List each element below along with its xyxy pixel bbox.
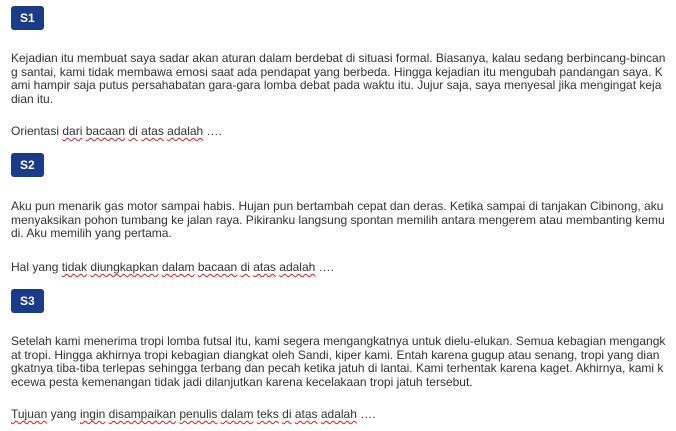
section-question: [11, 260, 334, 274]
section-s2: [11, 153, 666, 274]
spellcheck-word: bacaan: [85, 124, 126, 138]
spellcheck-word: adalah: [320, 407, 357, 421]
spellcheck-word: di: [282, 407, 292, 421]
spellcheck-word: disampaikan: [108, 407, 177, 421]
question-text: ….: [356, 407, 376, 421]
section-question: [11, 124, 222, 138]
question-text: Hal yang: [11, 260, 62, 274]
spellcheck-word: teks: [256, 407, 279, 421]
spellcheck-word: penulis: [179, 407, 218, 421]
section-paragraph: Setelah kami menerima tropi lomba futsal itu, kami segera mengangkatnya untuk dielu-elukan. Semua kebagian mengangkat tropi. Hingga akhirnya tropi kebagian diangkat oleh Sandi, kiper kami. Entah karena gugup atau senang, tropi yang diangkatnya tiba-tiba terlepas sehingga terbang dan pecah ketika jatuh di lantai. Kami terhentak karena kaget. Akhirnya, kami kecewa pesta kemenangan tidak jadi dilanjutkan karena kecelakaan tropi jatuh tersebut.: [11, 334, 666, 389]
section-badge: S2: [11, 153, 44, 177]
section-badge: S1: [11, 6, 44, 30]
spellcheck-word: dalam: [220, 407, 254, 421]
spellcheck-word: atas: [141, 124, 164, 138]
spellcheck-word: di: [128, 124, 138, 138]
question-text: Orientasi: [11, 124, 60, 138]
question-text: yang: [47, 407, 80, 421]
spellcheck-word: atas: [253, 260, 276, 274]
spellcheck-word: ingin: [79, 407, 106, 421]
spellcheck-word: diungkapkan: [90, 260, 159, 274]
spellcheck-word: tidak: [61, 260, 88, 274]
question-text: ….: [315, 260, 334, 274]
section-s3: [11, 289, 666, 421]
section-paragraph: Kejadian itu membuat saya sadar akan aturan dalam berdebat di situasi formal. Biasanya, kalau sedang berbincang-bincang santai, kami tidak membawa emosi saat ada pendapat yang berbeda. Hingga kejadian itu mengubah pandangan saya. Kami hampir saja putus persahabatan gara-gara lomba debat pada waktu itu. Jujur saja, saya menyesal jika mengingat kejadian itu.: [11, 51, 666, 106]
section-paragraph: Aku pun menarik gas motor sampai habis. Hujan pun bertambah cepat dan deras. Ketika sampai di tanjakan Cibinong, aku menyaksikan pohon tumbang ke jalan raya. Pikiranku langsung spontan memilih antara mengerem atau membanting kemudi. Aku memilih yang pertama.: [11, 199, 665, 240]
spellcheck-word: adalah: [167, 124, 204, 138]
section-s1: [11, 6, 666, 138]
spellcheck-word: adalah: [279, 260, 316, 274]
question-text: ….: [203, 124, 222, 138]
spellcheck-word: Tujuan: [11, 407, 48, 421]
section-question: [11, 407, 376, 421]
spellcheck-word: dari: [62, 124, 83, 138]
spellcheck-word: di: [240, 260, 250, 274]
spellcheck-word: atas: [294, 407, 318, 421]
section-badge: S3: [11, 289, 44, 313]
spellcheck-word: bacaan: [197, 260, 238, 274]
spellcheck-word: dalam: [161, 260, 195, 274]
